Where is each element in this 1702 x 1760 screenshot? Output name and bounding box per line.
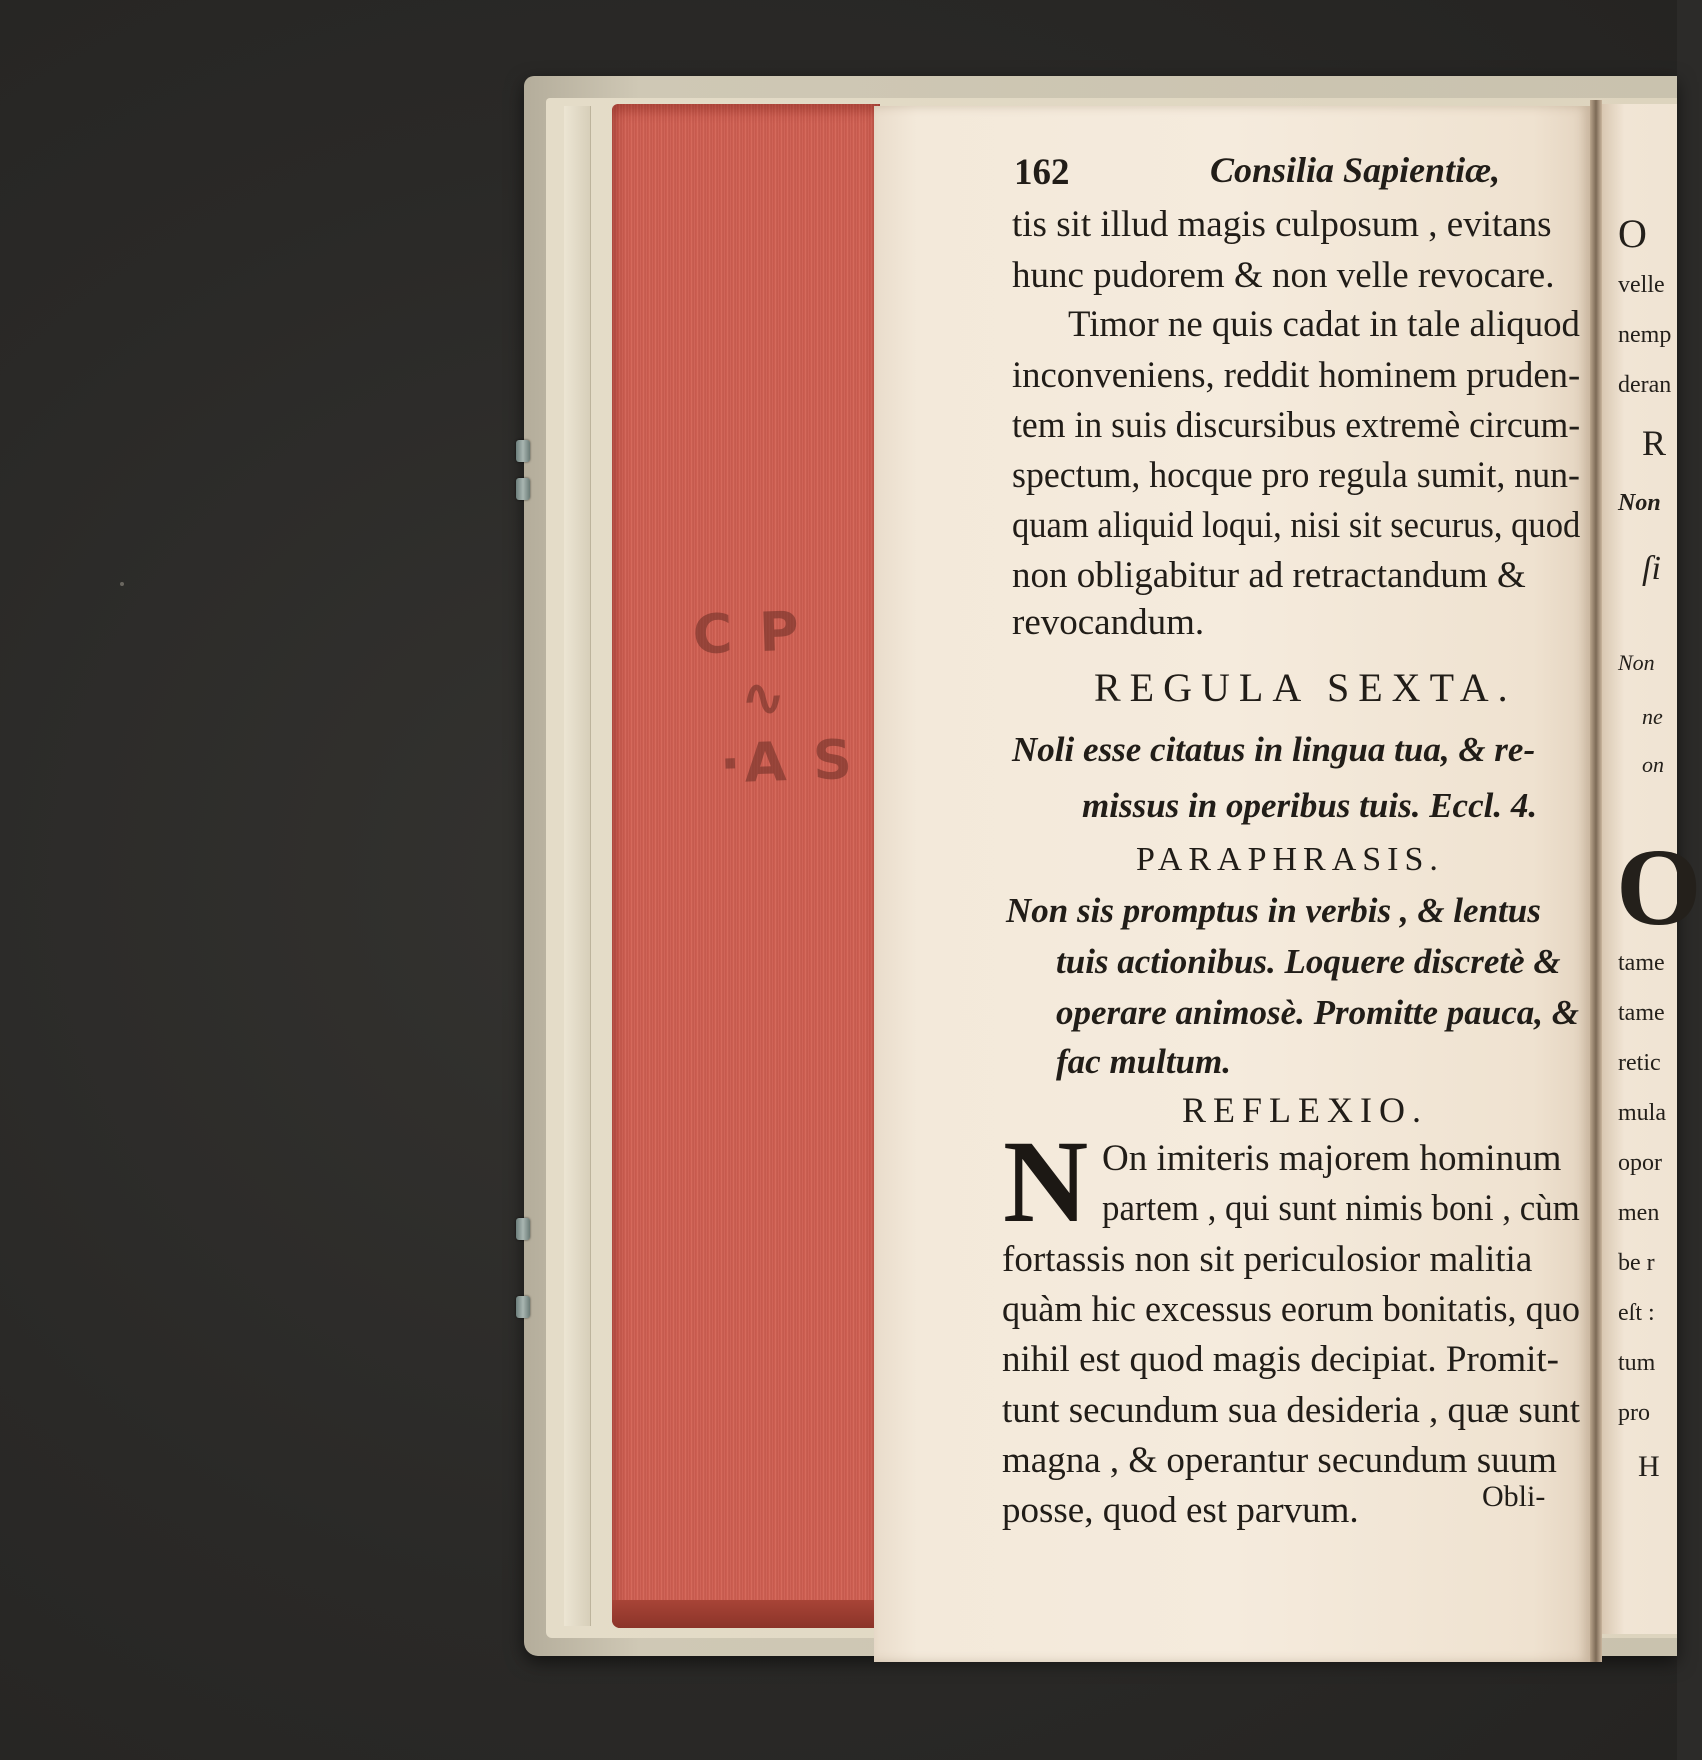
facing-fragment: ſi [1642,550,1661,587]
facing-fragment: O [1618,211,1647,256]
facing-fragment: on [1642,752,1664,777]
facing-fragment: ne [1642,704,1663,729]
drop-cap: N [1003,1116,1089,1247]
scripture-line: Noli esse citatus in lingua tua, & re- [1012,730,1536,769]
gutter [1590,100,1602,1662]
text-line: magna , & operantur secundum suum [1002,1440,1557,1481]
clasp-icon [516,478,530,500]
text-line: Timor ne quis cadat in tale aliquod [1068,304,1580,345]
facing-fragment: R [1642,423,1667,463]
facing-fragment: velle [1618,272,1665,298]
paraphrasis-line: Non sis promptus in verbis , & lentus [1006,891,1541,930]
paraphrasis-line: tuis actionibus. Loquere discretè & [1056,942,1561,981]
text-line: tunt secundum sua desideria , quæ sunt [1002,1390,1580,1431]
paraphrasis-heading: PARAPHRASIS. [1136,841,1444,878]
facing-fragment: O [1616,826,1702,948]
page-edges-bottom [612,1600,880,1628]
facing-fragment: mula [1618,1100,1666,1126]
text-line: quàm hic excessus eorum bonitatis, quo [1002,1289,1581,1330]
facing-fragment: opor [1618,1150,1662,1176]
clasp-icon [516,1296,530,1318]
running-title: Consilia Sapientiæ, [1210,150,1501,190]
facing-fragment: Non [1618,490,1661,516]
facing-fragment: eſt : [1618,1300,1655,1326]
rule-heading: REGULA SEXTA. [1094,665,1517,710]
facing-fragment: tum [1618,1350,1656,1376]
dust-speck [120,582,124,586]
ownership-mark-stamp: C P ∿ ·A S [691,599,857,796]
facing-fragment: tame [1618,950,1665,976]
text-line: fortassis non sit periculosior malitia [1002,1239,1533,1280]
text-line: hunc pudorem & non velle revocare. [1012,255,1555,296]
text-line: On imiteris majorem hominum [1102,1138,1562,1179]
facing-fragment: deran [1618,372,1672,398]
text-line: inconveniens, reddit hominem pruden- [1012,355,1581,396]
facing-page [1602,104,1702,1634]
paraphrasis-line: fac multum. [1056,1042,1232,1081]
paraphrasis-line: operare animosè. Promitte pauca, & [1056,993,1580,1032]
text-line: tis sit illud magis culposum , evitans [1012,204,1552,245]
text-line: revocandum. [1012,602,1205,643]
reflexio-heading: REFLEXIO. [1182,1090,1428,1130]
catchword: Obli- [1482,1480,1546,1513]
text-line: quam aliquid loqui, nisi sit securus, quod [1012,505,1581,546]
facing-fragment: men [1618,1200,1660,1226]
text-line: nihil est quod magis decipiat. Promit- [1002,1339,1559,1380]
clasp-icon [516,1218,530,1240]
red-page-edges [612,104,880,1628]
text-line: tem in suis discursibus extremè circum- [1012,405,1581,446]
text-line: non obligabitur ad retractandum & [1012,555,1526,596]
facing-fragment: Non [1618,650,1655,675]
text-line: spectum, hocque pro regula sumit, nun- [1012,455,1580,496]
board-edge [564,106,591,1626]
facing-fragment: pro [1618,1400,1650,1426]
facing-fragment: nemp [1618,322,1672,348]
text-line: posse, quod est parvum. [1002,1490,1359,1531]
facing-fragment: retic [1618,1050,1661,1076]
clasp-icon [516,440,530,462]
facing-fragment: be r [1618,1250,1655,1276]
page-number: 162 [1014,152,1070,193]
facing-fragment: tame [1618,1000,1665,1026]
text-line: partem , qui sunt nimis boni , cùm [1102,1188,1580,1229]
scripture-line: missus in operibus tuis. Eccl. 4. [1082,786,1538,825]
facing-fragment: H [1638,1450,1660,1483]
